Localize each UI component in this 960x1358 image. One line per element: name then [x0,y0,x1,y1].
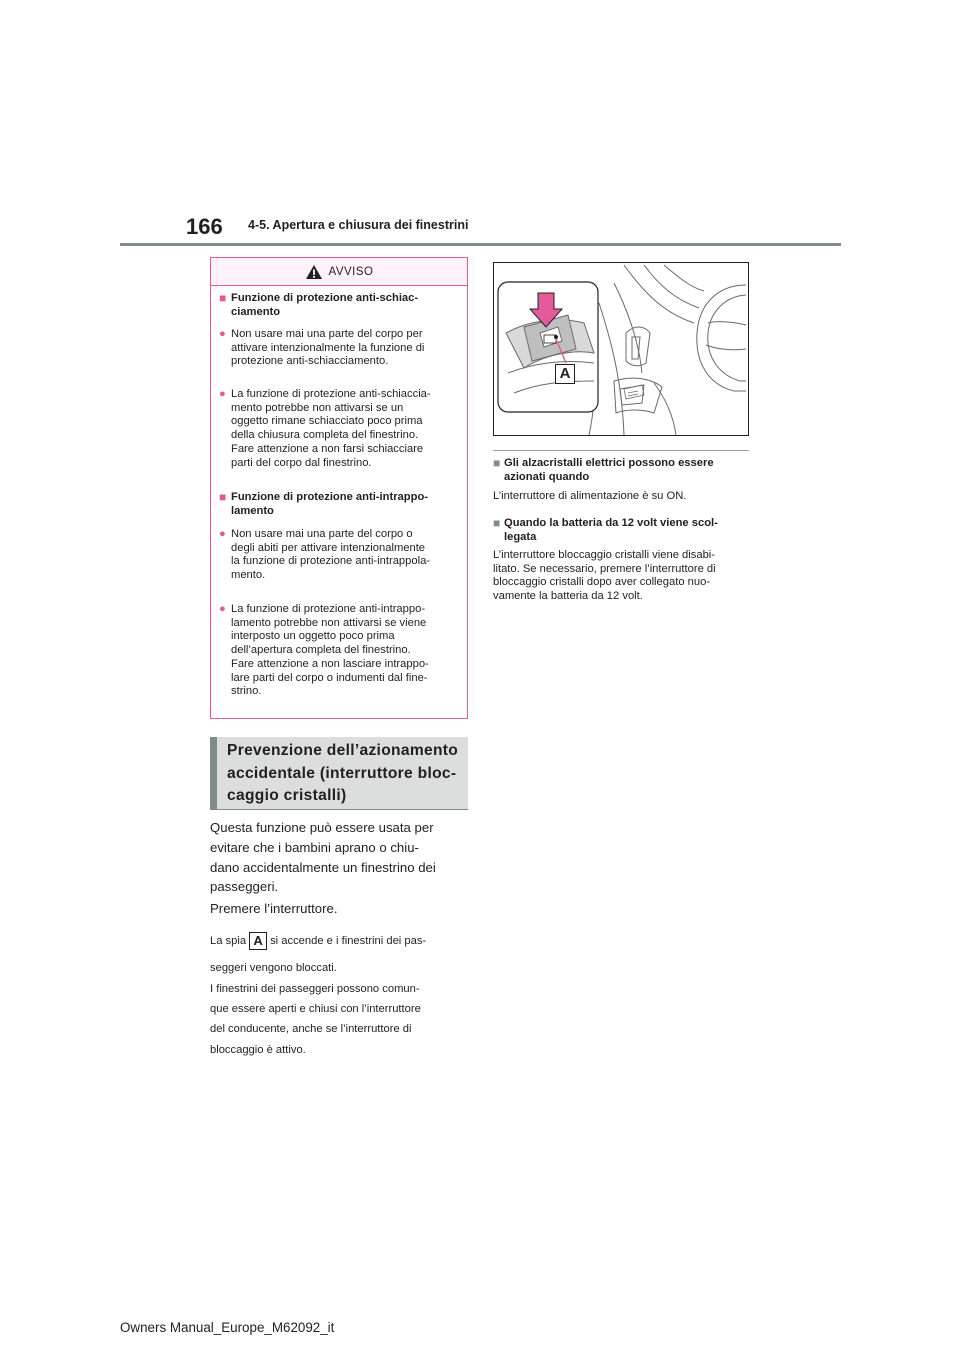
right-heading-2: ■ Quando la batteria da 12 volt viene scol- legata [493,516,718,543]
square-bullet-icon: ■ [219,291,227,305]
right-body-2: L’interruttore bloccaggio cristalli viene disabi- litato. Se necessario, premere l’interruttore di bloccaggio cristalli dopo aver collegato nuo- vamente la batteria da 12 volt. [493,549,716,603]
warning-heading-1: ■ Funzione di protezione anti-schiac- ciamento [219,291,419,318]
square-bullet-icon: ■ [493,516,501,530]
callout-label-a: A [555,364,575,384]
right-column-divider [493,450,749,451]
square-bullet-icon: ■ [219,490,227,504]
label-a-badge: A [249,932,267,950]
section-note: I finestrini dei passeggeri possono comun- que essere aperti e chiusi con l’interruttore del conducente, anche se l’interruttore di bloccaggio è attivo. [210,983,421,1056]
warning-bullet-4: ● La funzione di protezione anti-intrappo- lamento potrebbe non attivarsi se viene interposto un oggetto poco prima dell’apertura completa del finestrino. Fare attenzione a non lasciare intrappo- lare parti del corpo o indumenti dal fine- strino. [219,603,429,698]
header-divider [120,243,841,246]
warning-bullet-1: ● Non usare mai una parte del corpo per attivare intenzionalmente la funzione di protezione anti-schiacciamento. [219,328,425,368]
warning-header [211,258,467,286]
warning-title: AVVISO [328,265,374,278]
indicator-line: La spia A si accende e i finestrini dei pas- [210,933,427,949]
window-lock-illustration [493,262,749,436]
warning-bullet-3: ● Non usare mai una parte del corpo o degli abiti per attivare intenzionalmente la funzione di protezione anti-intrappola- mento. [219,528,431,582]
warning-bullet-2: ● La funzione di protezione anti-schiaccia- mento potrebbe non attivarsi se un oggetto rimane schiacciato poco prima della chiusura completa del finestrino. Fare attenzione a non farsi schiacciare parti del corpo dal finestrino. [219,388,431,469]
section-heading: Prevenzione dell’azionamento accidentale (interruttore bloc- caggio cristalli) [227,742,459,804]
right-heading-1: ■ Gli alzacristalli elettrici possono essere azionati quando [493,456,714,483]
section-heading-box [210,737,468,810]
window-lock-switch-illustration [494,263,748,435]
right-body-1: L’interruttore di alimentazione è su ON. [493,490,687,502]
section-intro: Questa funzione può essere usata per evitare che i bambini aprano o chiu- dano accidentalmente un finestrino dei passeggeri. [210,820,436,895]
warning-heading-2: ■ Funzione di protezione anti-intrappo- lamento [219,490,429,517]
circle-bullet-icon: ● [219,528,226,540]
footer-text: Owners Manual_Europe_M62092_it [120,1320,335,1335]
page-number: 166 [186,214,223,239]
square-bullet-icon: ■ [493,456,501,470]
warning-box [210,257,468,719]
circle-bullet-icon: ● [219,328,226,340]
warning-triangle-icon [305,264,323,280]
indicator-line-cont: seggeri vengono bloccati. [210,962,337,974]
circle-bullet-icon: ● [219,388,226,400]
circle-bullet-icon: ● [219,603,226,615]
section-title: 4-5. Apertura e chiusura dei finestrini [248,218,469,232]
section-instruction: Premere l’interruttore. [210,901,338,916]
